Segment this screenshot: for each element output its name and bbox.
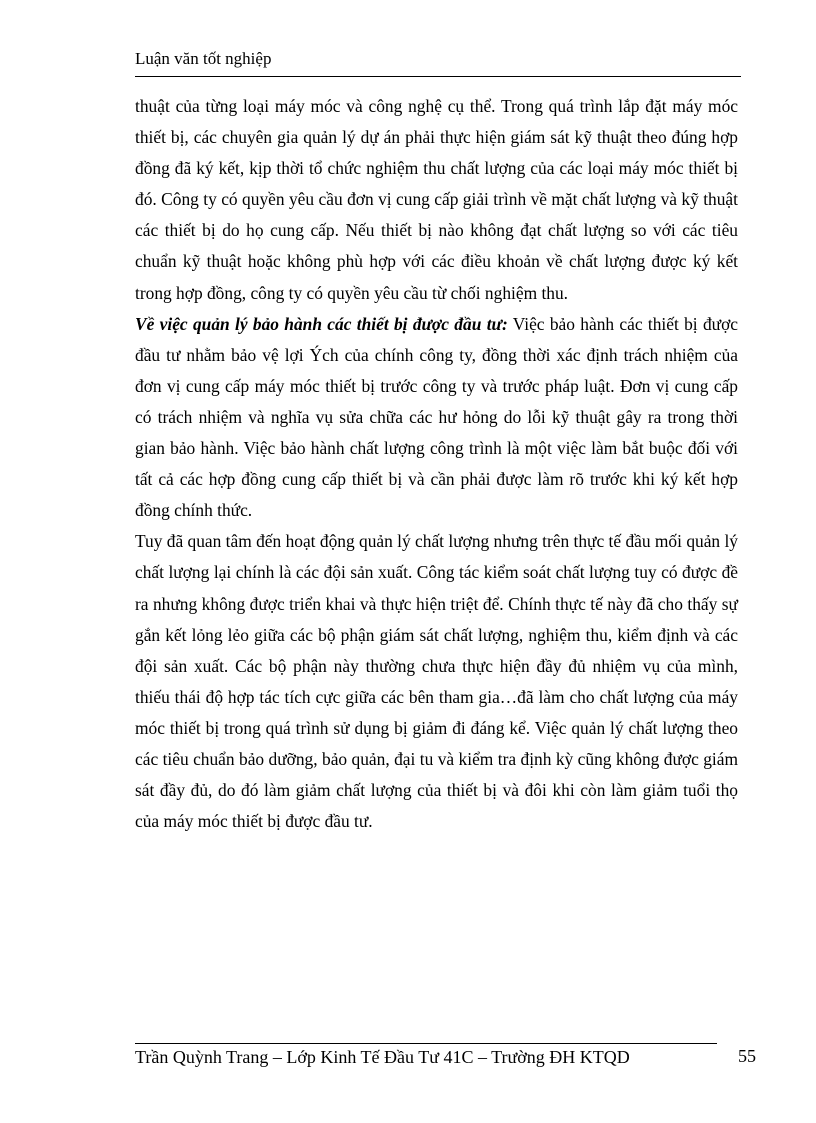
document-body [135, 91, 738, 837]
paragraph-warranty-text: Việc bảo hành các thiết bị được đầu tư nhằm bảo vệ lợi Ých của chính công ty, đồng thời xác định trách nhiệm của đơn vị cung cấp máy móc thiết bị trước công ty và trước pháp luật. Đơn vị cung cấp có trách nhiệm và nghĩa vụ sửa chữa các hư hỏng do lỗi kỹ thuật gây ra trong thời gian bảo hành. Việc bảo hành chất lượng công trình là một việc làm bắt buộc đối với tất cả các hợp đồng cung cấp thiết bị và cần phải được làm rõ trước khi ký kết hợp đồng chính thức. [135, 313, 738, 521]
page-number: 55 [738, 1046, 756, 1066]
paragraph-warranty [135, 309, 738, 527]
paragraph-quality-control: Tuy đã quan tâm đến hoạt động quản lý chất lượng nhưng trên thực tế đầu mối quản lý chất lượng lại chính là các đội sản xuất. Công tác kiểm soát chất lượng tuy có được đề ra nhưng không được triển khai và thực hiện triệt để. Chính thực tế này đã cho thấy sự gắn kết lỏng lẻo giữa các bộ phận giám sát chất lượng, nghiệm thu, kiểm định và các đội sản xuất. Các bộ phận này thường chưa thực hiện đầy đủ nhiệm vụ của mình, thiếu thái độ hợp tác tích cực giữa các bên tham gia…đã làm cho chất lượng của máy móc thiết bị trong quá trình sử dụng bị giảm đi đáng kể. Việc quản lý chất lượng theo các tiêu chuẩn bảo dưỡng, bảo quản, đại tu và kiểm tra định kỳ cũng không được giám sát đầy đủ, do đó làm giảm chất lượng của thiết bị và đôi khi còn làm giảm tuổi thọ của máy móc thiết bị được đầu tư. [135, 531, 738, 832]
footer-divider [135, 1043, 717, 1044]
paragraph-acceptance: thuật của từng loại máy móc và công nghệ cụ thể. Trong quá trình lắp đặt máy móc thiết bị, các chuyên gia quản lý dự án phải thực hiện giám sát kỹ thuật theo đúng hợp đồng đã ký kết, kịp thời tổ chức nghiệm thu chất lượng của các loại máy móc thiết bị đó. Công ty có quyền yêu cầu đơn vị cung cấp giải trình về mặt chất lượng và kỹ thuật các thiết bị do họ cung cấp. Nếu thiết bị nào không đạt chất lượng so với các tiêu chuẩn kỹ thuật hoặc không phù hợp với các điều khoản về chất lượng được ký kết trong hợp đồng, công ty có quyền yêu cầu từ chối nghiệm thu. [135, 96, 738, 303]
header-divider [135, 76, 741, 77]
paragraph-warranty-heading: Về việc quản lý bảo hành các thiết bị được đầu tư: [135, 313, 508, 334]
footer-author-line: Trần Quỳnh Trang – Lớp Kinh Tế Đầu Tư 41C – Trường ĐH KTQD [135, 1047, 630, 1067]
page-header-title: Luận văn tốt nghiệp [135, 49, 272, 68]
